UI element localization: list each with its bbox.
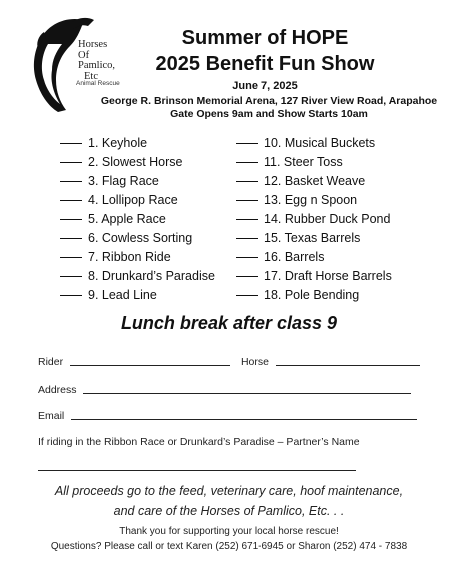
address-row — [38, 384, 411, 396]
class-label: 12. Basket Weave — [264, 174, 366, 188]
class-item — [60, 267, 215, 286]
entry-blank — [60, 238, 82, 239]
event-date: June 7, 2025 — [232, 80, 298, 92]
class-label: 17. Draft Horse Barrels — [264, 269, 392, 283]
class-list-left — [60, 134, 215, 305]
page-title-line1: Summer of HOPE — [181, 27, 349, 49]
class-label: 8. Drunkard’s Paradise — [88, 269, 215, 283]
logo-line: Horses — [78, 39, 108, 50]
entry-blank — [236, 257, 258, 258]
class-item — [60, 153, 215, 172]
logo-subtitle: Animal Rescue — [76, 80, 120, 87]
class-label: 14. Rubber Duck Pond — [264, 212, 391, 226]
entry-blank — [60, 181, 82, 182]
proceeds-line2: and care of the Horses of Pamlico, Etc. . . — [113, 504, 345, 518]
rider-label: Rider — [38, 356, 64, 368]
class-label: 7. Ribbon Ride — [88, 250, 171, 264]
entry-blank — [60, 295, 82, 296]
contact-text: Questions? Please call or text Karen (252) 671-6945 or Sharon (252) 474 - 7838 — [50, 541, 408, 552]
entry-blank — [236, 200, 258, 201]
class-item — [236, 229, 392, 248]
logo-line: Pamlico, — [78, 60, 116, 71]
event-venue: George R. Brinson Memorial Arena, 127 River View Road, Arapahoe — [100, 95, 438, 107]
class-label: 13. Egg n Spoon — [264, 193, 358, 207]
thanks-text: Thank you for supporting your local horse rescue! — [119, 526, 339, 537]
class-label: 18. Pole Bending — [264, 288, 360, 302]
class-item — [236, 210, 392, 229]
logo-line: Etc — [84, 70, 98, 82]
partner-label: If riding in the Ribbon Race or Drunkard’s Paradise – Partner’s Name — [38, 436, 360, 448]
class-item — [60, 210, 215, 229]
class-list-right — [236, 134, 392, 305]
class-label: 15. Texas Barrels — [264, 231, 361, 245]
entry-blank — [236, 295, 258, 296]
entry-blank — [236, 181, 258, 182]
class-item — [236, 248, 392, 267]
class-item — [236, 134, 392, 153]
email-row — [38, 410, 417, 422]
logo-wordmark — [78, 40, 115, 82]
entry-blank — [236, 219, 258, 220]
address-field[interactable] — [83, 385, 411, 394]
class-label: 2. Slowest Horse — [88, 155, 183, 169]
class-label: 16. Barrels — [264, 250, 325, 264]
email-label: Email — [38, 410, 65, 422]
class-item — [60, 134, 215, 153]
class-item — [60, 286, 215, 305]
class-label: 4. Lollipop Race — [88, 193, 178, 207]
horse-field[interactable] — [276, 357, 420, 366]
class-label: 1. Keyhole — [88, 136, 148, 150]
class-label: 11. Steer Toss — [264, 155, 343, 169]
proceeds-line1: All proceeds go to the feed, veterinary care, hoof maintenance, — [54, 484, 404, 498]
class-label: 6. Cowless Sorting — [88, 231, 193, 245]
page-title-line2: 2025 Benefit Fun Show — [155, 53, 375, 75]
class-label: 5. Apple Race — [88, 212, 166, 226]
class-item — [236, 267, 392, 286]
class-label: 9. Lead Line — [88, 288, 157, 302]
entry-blank — [60, 219, 82, 220]
partner-name-field[interactable] — [38, 470, 356, 471]
entry-blank — [60, 143, 82, 144]
entry-blank — [60, 200, 82, 201]
horse-label: Horse — [240, 356, 269, 368]
rider-horse-row — [38, 356, 420, 368]
logo-line: Of — [78, 49, 90, 61]
event-times: Gate Opens 9am and Show Starts 10am — [170, 108, 368, 120]
rider-field[interactable] — [70, 357, 230, 366]
class-item — [60, 172, 215, 191]
class-item — [60, 191, 215, 210]
class-item — [236, 286, 392, 305]
entry-blank — [236, 238, 258, 239]
class-label: 10. Musical Buckets — [264, 136, 376, 150]
class-item — [60, 229, 215, 248]
entry-blank — [60, 276, 82, 277]
entry-blank — [236, 162, 258, 163]
class-item — [236, 191, 392, 210]
lunch-notice: Lunch break after class 9 — [120, 313, 338, 333]
class-item — [236, 172, 392, 191]
entry-blank — [60, 257, 82, 258]
entry-blank — [236, 143, 258, 144]
email-field[interactable] — [71, 411, 417, 420]
class-item — [236, 153, 392, 172]
class-item — [60, 248, 215, 267]
address-label: Address — [38, 384, 77, 396]
entry-blank — [60, 162, 82, 163]
class-label: 3. Flag Race — [88, 174, 159, 188]
entry-blank — [236, 276, 258, 277]
